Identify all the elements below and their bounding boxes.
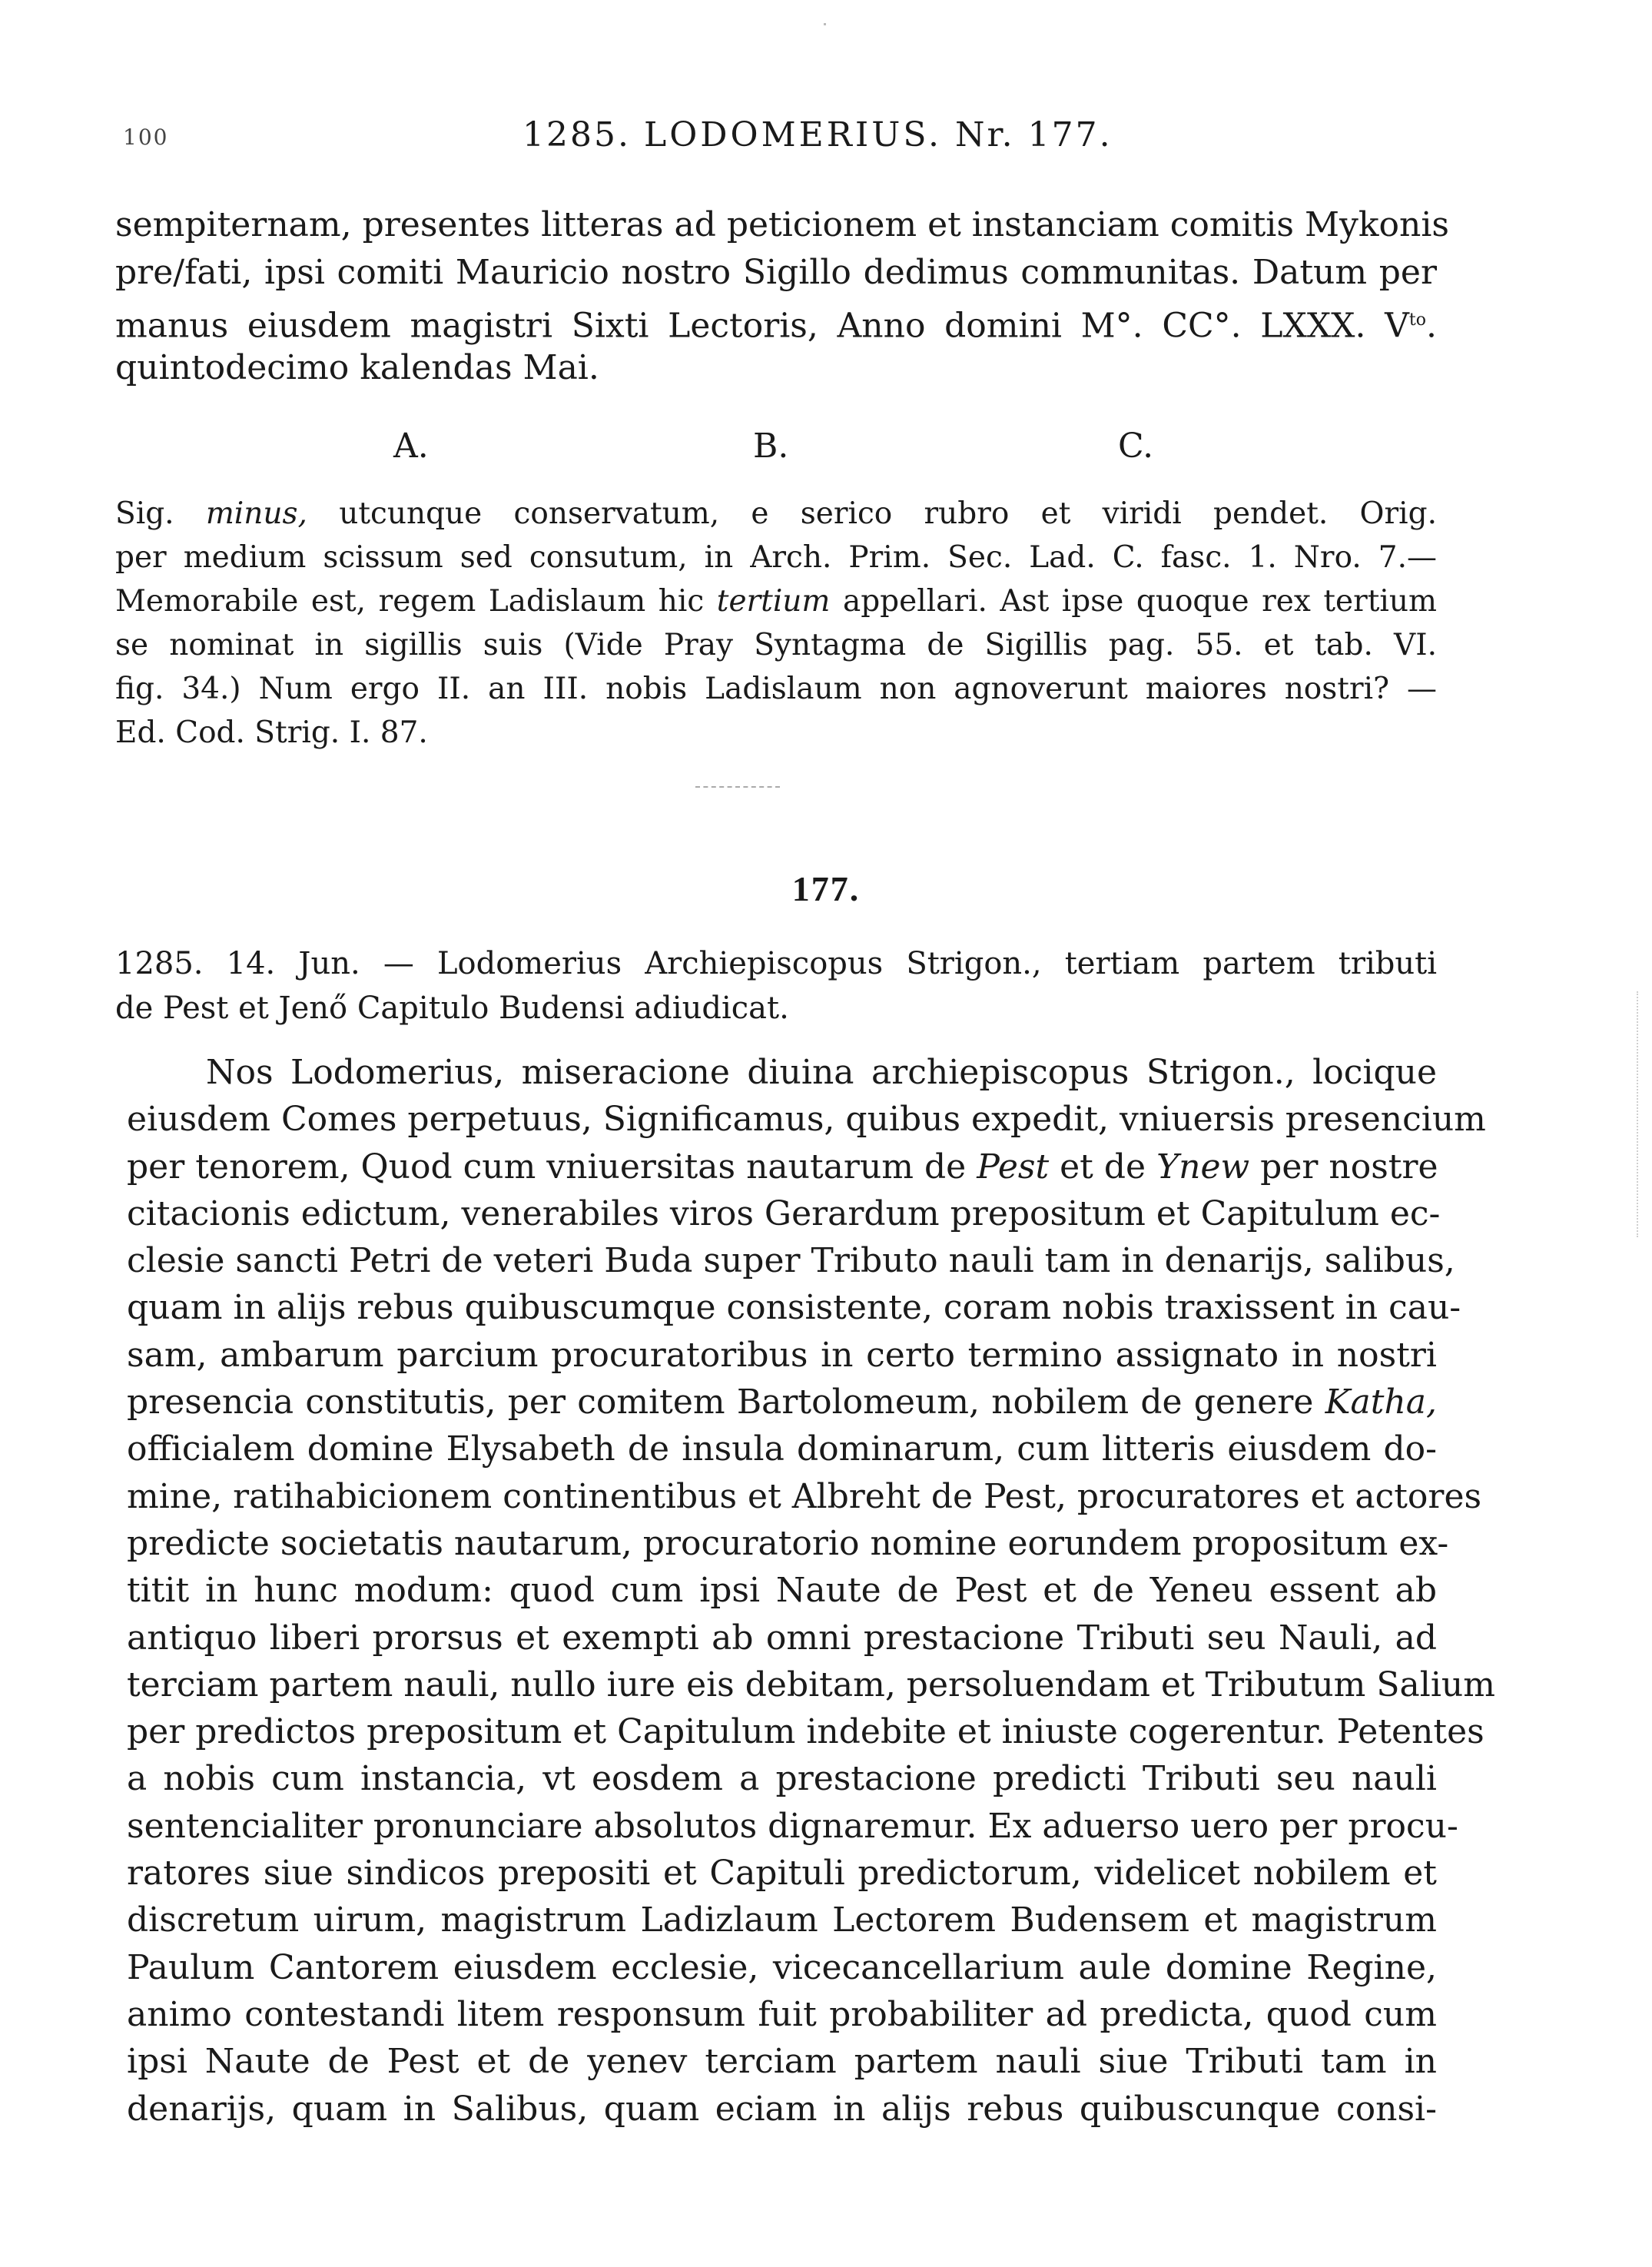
body-line: a nobis cum instancia, vt eosdem a prestacione predicti Tributi seu nauli (127, 1759, 1437, 1799)
note-italic: tertium (716, 584, 831, 619)
text-line: quintodecimo kalendas Mai. (115, 348, 599, 387)
header-year: 1285. (522, 115, 631, 154)
note-italic: minus, (205, 496, 307, 531)
continuation-text (115, 201, 1450, 392)
body-line: terciam partem nauli, nullo iure eis debitam, persoluendam et Tributum Salium (127, 1665, 1495, 1704)
note-line: Ed. Cod. Strig. I. 87. (115, 715, 428, 750)
body-line: animo contestandi litem responsum fuit probabiliter ad predicta, quod cum (127, 1994, 1437, 2034)
family-name: Katha, (1325, 1382, 1437, 1422)
body-line: sam, ambarum parcium procuratoribus in certo termino assignato in nostri (127, 1335, 1437, 1375)
note-line: fig. 34.) Num ergo II. an III. nobis Ladislaum non agnoverunt maiores nostri? — (115, 672, 1437, 706)
place-name: Ynew (1156, 1147, 1250, 1187)
body-line: discretum uirum, magistrum Ladizlaum Lectorem Budensem et magistrum (127, 1900, 1437, 1940)
text-line: sempiternam, presentes litteras ad peticionem et instanciam comitis Mykonis (115, 205, 1450, 244)
dating-clause: manus eiusdem magistri Sixti Lectoris, Anno domini M°. CC°. LXXX. V (115, 306, 1409, 346)
note-line: se nominat in sigillis suis (Vide Pray Syntagma de Sigillis pag. 55. et tab. VI. (115, 628, 1437, 662)
header-title: LODOMERIUS. (643, 115, 942, 154)
chirograph-b: B. (753, 427, 789, 466)
superscript: to (1408, 310, 1426, 330)
chirograph-c: C. (1118, 427, 1154, 466)
document-summary (115, 941, 1437, 1031)
page-number: 100 (123, 124, 169, 150)
body-line: eiusdem Comes perpetuus, Significamus, quibus expedit, vniuersis presencium (127, 1100, 1486, 1140)
note-line: per medium scissum sed consutum, in Arch. Prim. Sec. Lad. C. fasc. 1. Nro. 7.— (115, 540, 1437, 575)
body-line: mine, ratihabicionem continentibus et Albreht de Pest, procuratores et actores (127, 1476, 1482, 1516)
note-text: Memorabile est, regem Ladislaum hic (115, 584, 705, 619)
body-line: officialem domine Elysabeth de insula dominarum, cum litteris eiusdem do- (127, 1429, 1437, 1469)
body-line (127, 1143, 1437, 1190)
body-line: citacionis edictum, venerabiles viros Gerardum prepositum et Capitulum ec- (127, 1193, 1441, 1233)
body-line: per predictos prepositum et Capitulum indebite et iniuste cogerentur. Petentes (127, 1712, 1484, 1752)
body-line: titit in hunc modum: quod cum ipsi Naute de Pest et de Yeneu essent ab (127, 1571, 1437, 1611)
running-head (522, 115, 1113, 154)
body-line: clesie sancti Petri de veteri Buda super Tributo nauli tam in denarijs, salibus, (127, 1241, 1455, 1281)
body-line: predicte societatis nautarum, procuratorio nomine eorundem propositum ex- (127, 1523, 1449, 1563)
place-name: Pest (977, 1147, 1050, 1187)
paper-speck (824, 23, 826, 25)
body-line: antiquo liberi prorsus et exempti ab omni prestacione Tributi seu Nauli, ad (127, 1618, 1437, 1658)
seal-note (115, 492, 1437, 755)
header-number: Nr. 177. (954, 115, 1113, 154)
section-divider (695, 786, 780, 788)
text-line: pre/fati, ipsi comiti Mauricio nostro Sigillo dedimus communitas. Datum per (115, 253, 1437, 292)
note-line (115, 492, 1437, 536)
body-line: ratores siue sindicos prepositi et Capituli predictorum, videlicet nobilem et (127, 1854, 1437, 1894)
body-line (127, 1379, 1437, 1426)
body-line: quam in alijs rebus quibuscumque consistente, coram nobis traxissent in cau- (127, 1288, 1461, 1328)
chirograph-letters (115, 427, 1437, 473)
body-line: Paulum Cantorem eiusdem ecclesie, vicecancellarium aule domine Regine, (127, 1947, 1437, 1987)
body-text: presencia constitutis, per comitem Bartolomeum, nobilem de genere (127, 1382, 1314, 1422)
body-line: Nos Lodomerius, miseracione diuina archiepiscopus Strigon., locique (206, 1053, 1437, 1092)
body-line: ipsi Naute de Pest et de yenev terciam partem nauli siue Tributi tam in (127, 2042, 1437, 2082)
charter-body (127, 1049, 1495, 2133)
summary-line: 1285. 14. Jun. — Lodomerius Archiepiscopus Strigon., tertiam partem tributi (115, 946, 1437, 981)
text-line: manus eiusdem magistri Sixti Lectoris, Anno domini M°. CC°. LXXX. $V^{to}$. (115, 306, 1437, 346)
chirograph-a: A. (393, 427, 429, 466)
body-text: et de (1060, 1147, 1146, 1187)
body-text: per tenorem, Quod cum vniuersitas nautarum de (127, 1147, 967, 1187)
body-line: sentencialiter pronunciare absolutos dignaremur. Ex aduerso uero per procu- (127, 1806, 1458, 1846)
running-header (115, 115, 1429, 161)
body-text: per nostre (1260, 1147, 1438, 1187)
body-line: denarijs, quam in Salibus, quam eciam in alijs rebus quibuscunque consi- (127, 2089, 1437, 2129)
scan-margin-marks (1637, 991, 1643, 1237)
document-number: 177. (791, 869, 861, 908)
note-line (115, 579, 1437, 623)
note-text: appellari. Ast ipse quoque rex tertium (842, 584, 1437, 619)
note-text: utcunque conservatum, e serico rubro et viridi pendet. Orig. (339, 496, 1437, 531)
summary-line: de Pest et Jenő Capitulo Budensi adiudicat. (115, 991, 789, 1026)
note-text: Sig. (115, 496, 174, 531)
